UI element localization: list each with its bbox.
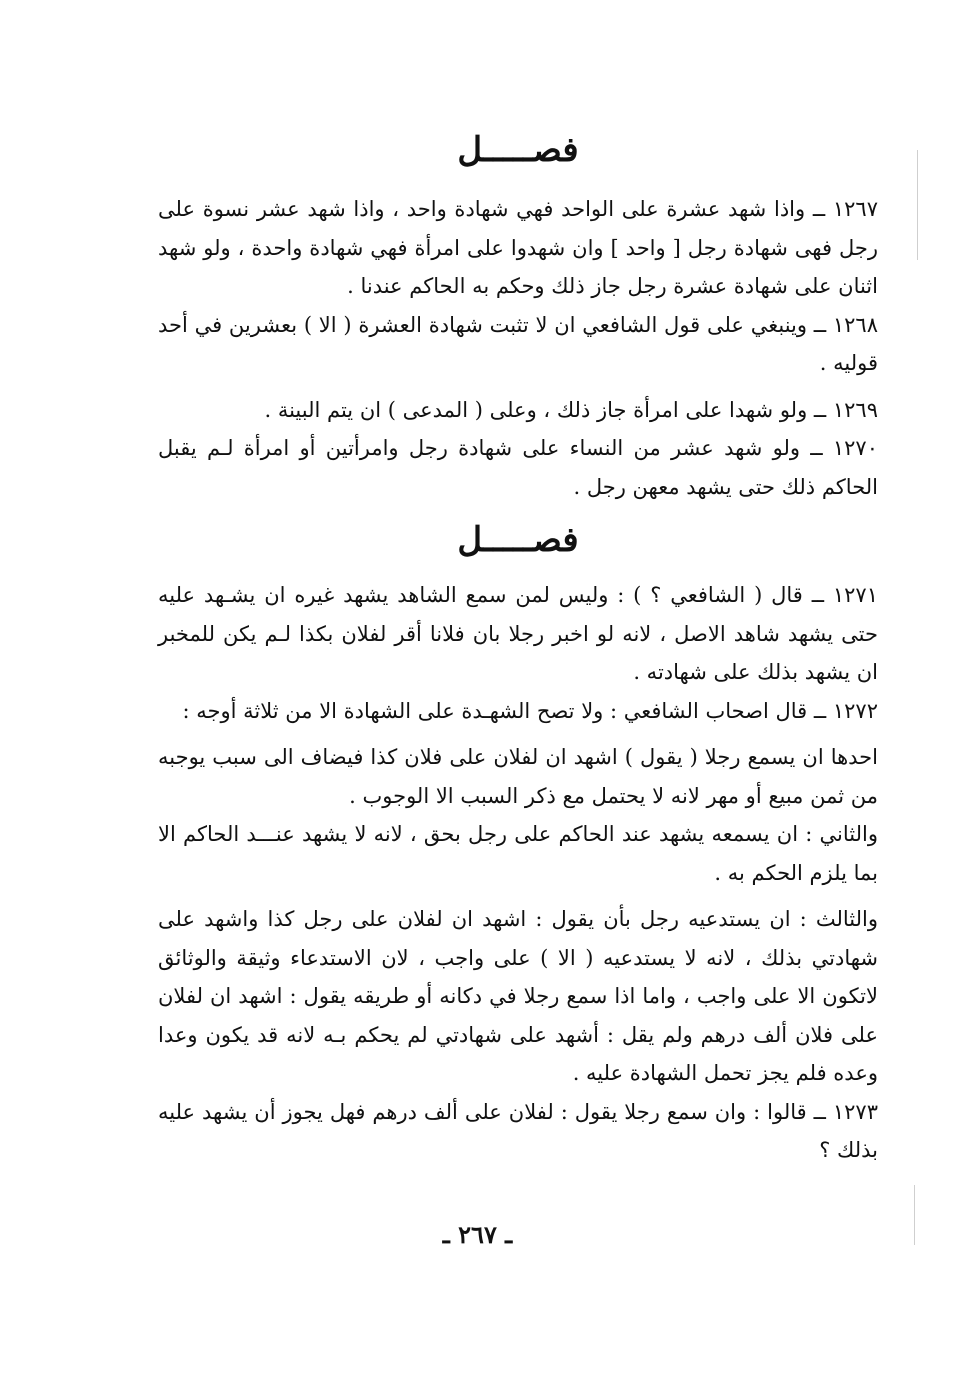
section-heading-fasl-2: فصـــــل <box>457 520 579 560</box>
paragraph-1273: ١٢٧٣ ــ قالوا : وان سمع رجلا يقول : لفلان على ألف درهم فهل يجوز أن يشهد عليه بذلك ؟ <box>158 1099 878 1162</box>
paragraph-1271: ١٢٧١ ــ قال ( الشافعي ؟ ) : وليس لمن سمع الشاهد يشهد غيره ان يشـهد عليه حتى يشهد شاهد الاصل ، لانه لو اخبر رجلا بان فلانا أقر لفلان بكذا لـم يكن للمخبر ان يشهد بذلك على شهادته . <box>158 583 878 684</box>
section-heading-fasl-1: فصـــــل <box>457 130 579 170</box>
page-body <box>158 120 878 1170</box>
paragraph-1270: ١٢٧٠ ــ ولو شهد عشر من النساء على شهادة رجل وامرأتين أو امرأة لـم يقبل الحاكم ذلك حتى يشهد معهن رجل . <box>158 436 878 499</box>
page-number: ـ ٢٦٧ ـ <box>442 1220 513 1249</box>
paragraph-second-way: والثاني : ان يسمعه يشهد عند الحاكم على رجل بحق ، لانه لا يشهد عنـــد الحاكم الا بما يلزم الحكم به . <box>158 822 878 885</box>
paragraph-third-way: والثالث : ان يستدعيه رجل بأن يقول : اشهد ان لفلان على رجل كذا واشهد على شهادتي بذلك ، لانه لا يستدعيه ( الا ) على واجب ، لان الاستدعاء وثيقة والوثائق لاتكون الا على واجب ، واما اذا سمع رجلا في دكانه أو طريقه يقول : اشهد ان لفلان على فلان ألف درهم ولم يقل : أشهد على شهادتي لم يحكم بـه لانه قد يكون وعدا وعده فلم يجز تحمل الشهادة عليه . <box>158 907 879 1085</box>
paragraph-1267: ١٢٦٧ ــ واذا شهد عشرة على الواحد فهي شهادة واحد ، واذا شهد عشر نسوة على رجل فهى شهادة رجل [ واحد ] وان شهدوا على امرأة فهي شهادة واحدة ، ولو شهد اثنان على شهادة عشرة رجل جاز ذلك وحكم به الحاكم عندنا . <box>158 197 878 298</box>
margin-mark-top <box>917 150 918 260</box>
paragraph-first-way: احدها ان يسمع رجلا ( يقول ) اشهد ان لفلان على فلان كذا فيضاف الى سبب يوجبه من ثمن مبيع أو مهر لانه لا يحتمل مع ذكر السبب الا الوجوب . <box>158 745 878 808</box>
paragraph-1268: ١٢٦٨ ــ وينبغي على قول الشافعي ان لا تثبت شهادة العشرة ( الا ) بعشرين في أحد قوليه . <box>158 312 878 375</box>
paragraph-1269: ١٢٦٩ ــ ولو شهدا على امرأة جاز ذلك ، وعلى ( المدعى ) ان يتم البينة . <box>264 397 878 422</box>
paragraph-1272: ١٢٧٢ ــ قال اصحاب الشافعي : ولا تصح الشهـدة على الشهادة الا من ثلاثة أوجه : <box>182 698 878 723</box>
